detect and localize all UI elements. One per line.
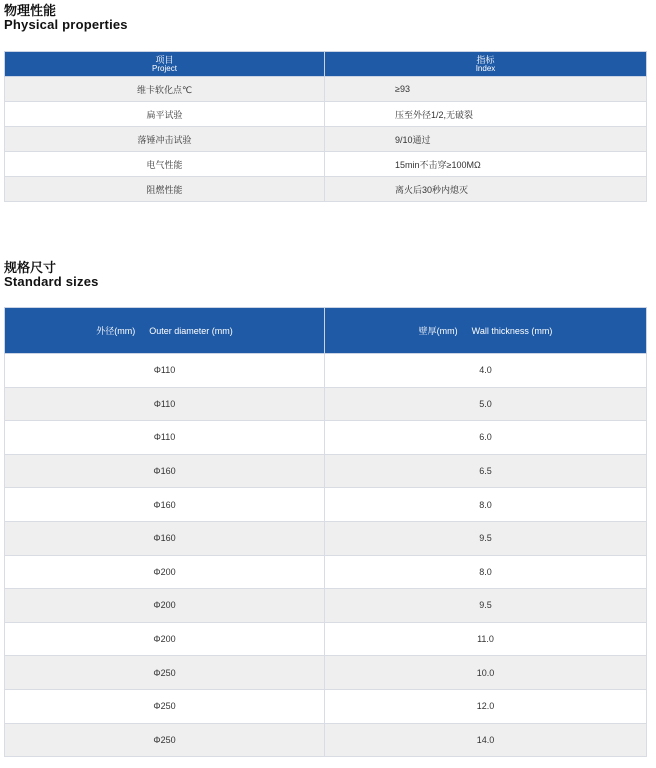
table-row — [5, 622, 647, 656]
header-project-zh: 项目 — [155, 54, 174, 65]
standard-title-en: Standard sizes — [4, 273, 99, 289]
physical-title-zh: 物理性能 — [4, 3, 57, 18]
header-project — [5, 52, 325, 77]
diameter-cell: Φ160 — [5, 488, 325, 522]
thickness-cell: 6.5 — [325, 454, 647, 488]
standard-header-row — [5, 308, 647, 354]
table-row — [5, 152, 647, 177]
table-row — [5, 354, 647, 388]
diameter-cell: Φ250 — [5, 689, 325, 723]
table-row — [5, 177, 647, 202]
thickness-cell: 5.0 — [325, 387, 647, 421]
header-diameter-zh: 外径(mm) — [96, 326, 136, 336]
project-cell: 阻燃性能 — [5, 177, 325, 202]
index-cell: 15min不击穿≥100MΩ — [325, 152, 647, 177]
header-index-en: Index — [475, 63, 496, 73]
diameter-cell: Φ110 — [5, 387, 325, 421]
thickness-cell: 9.5 — [325, 589, 647, 623]
table-row — [5, 387, 647, 421]
project-cell: 电气性能 — [5, 152, 325, 177]
thickness-cell: 8.0 — [325, 555, 647, 589]
diameter-cell: Φ200 — [5, 555, 325, 589]
index-cell: 9/10通过 — [325, 127, 647, 152]
table-row — [5, 127, 647, 152]
index-cell: 压至外径1/2,无破裂 — [325, 102, 647, 127]
thickness-cell: 4.0 — [325, 354, 647, 388]
thickness-cell: 8.0 — [325, 488, 647, 522]
table-row — [5, 102, 647, 127]
header-thickness-en: Wall thickness (mm) — [471, 326, 553, 336]
thickness-cell: 6.0 — [325, 421, 647, 455]
header-thickness-zh: 壁厚(mm) — [418, 326, 458, 336]
project-cell: 落锤冲击试验 — [5, 127, 325, 152]
diameter-cell: Φ160 — [5, 521, 325, 555]
header-index-zh: 指标 — [476, 54, 495, 65]
physical-section-title — [4, 4, 128, 31]
project-cell: 扁平试验 — [5, 102, 325, 127]
thickness-cell: 9.5 — [325, 521, 647, 555]
table-row — [5, 656, 647, 690]
table-row — [5, 689, 647, 723]
physical-properties-table — [4, 51, 647, 202]
table-row — [5, 77, 647, 102]
table-row — [5, 488, 647, 522]
thickness-cell: 11.0 — [325, 622, 647, 656]
diameter-cell: Φ200 — [5, 589, 325, 623]
table-row — [5, 589, 647, 623]
header-wall-thickness — [325, 308, 647, 354]
standard-title-zh: 规格尺寸 — [4, 260, 57, 275]
index-cell: 离火后30秒内熄灭 — [325, 177, 647, 202]
table-row — [5, 723, 647, 757]
header-outer-diameter — [5, 308, 325, 354]
header-diameter-en: Outer diameter (mm) — [149, 326, 233, 336]
project-cell: 维卡软化点℃ — [5, 77, 325, 102]
diameter-cell: Φ110 — [5, 354, 325, 388]
diameter-cell: Φ110 — [5, 421, 325, 455]
physical-title-en: Physical properties — [4, 16, 128, 32]
thickness-cell: 10.0 — [325, 656, 647, 690]
header-index — [325, 52, 647, 77]
header-project-en: Project — [152, 63, 177, 73]
table-row — [5, 555, 647, 589]
physical-header-row — [5, 52, 647, 77]
diameter-cell: Φ200 — [5, 622, 325, 656]
index-cell: ≥93 — [325, 77, 647, 102]
diameter-cell: Φ250 — [5, 723, 325, 757]
diameter-cell: Φ160 — [5, 454, 325, 488]
table-row — [5, 421, 647, 455]
table-row — [5, 454, 647, 488]
standard-sizes-table — [4, 307, 647, 757]
standard-section-title — [4, 261, 99, 288]
table-row — [5, 521, 647, 555]
diameter-cell: Φ250 — [5, 656, 325, 690]
thickness-cell: 14.0 — [325, 723, 647, 757]
thickness-cell: 12.0 — [325, 689, 647, 723]
